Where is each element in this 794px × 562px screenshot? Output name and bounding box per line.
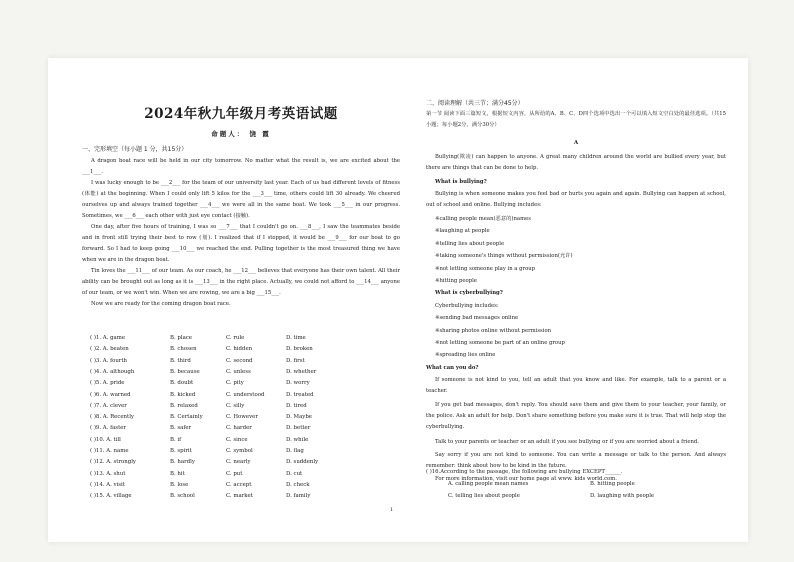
cloze-option-12-d: D. suddenly [286, 459, 319, 466]
cloze-option-5-d: D. worry [286, 380, 310, 387]
cloze-option-9-b: B. safer [170, 425, 192, 432]
cloze-option-11-c: C. symbol [226, 448, 253, 454]
reading-line-16: What can you do? [426, 364, 479, 371]
reading-line-13: ※sharing photos online without permission [435, 327, 552, 334]
reading-line-1: Bullying(欺凌) can happen to anyone. A great many children around the world are bullied every year, but there are things that can be done to help. [426, 154, 726, 171]
cloze-option-9-d: D. better [286, 425, 311, 432]
cloze-option-3-b: B. third [170, 357, 191, 364]
cloze-option-4-n: ( )4. A. although [90, 368, 135, 375]
cloze-option-2-b: B. chosen [170, 346, 197, 353]
cloze-option-13-b: B. hit [170, 470, 185, 477]
cloze-option-8-b: B. Certainly [170, 414, 203, 421]
exam-title: 2024年秋九年级月考英语试题 [144, 106, 338, 122]
cloze-option-2-c: C. hidden [226, 346, 253, 353]
reading-line-11: Cyberbullying includes: [435, 302, 499, 309]
cloze-option-1-d: D. time [286, 335, 306, 341]
reading-line-5: ※laughing at people [435, 228, 490, 235]
cloze-option-6-b: B. kicked [170, 391, 196, 398]
cloze-option-14-d: D. check [286, 481, 310, 488]
cloze-option-10-n: ( )10. A. till [90, 436, 121, 443]
cloze-option-1-n: ( )1. A. game [90, 335, 126, 341]
question-16-option-b: B. hitting people [590, 481, 635, 487]
cloze-option-14-n: ( )14. A. visit [90, 481, 125, 488]
author-line: 命题人： 饶 霞 [211, 130, 271, 138]
cloze-option-10-c: C. since [226, 436, 248, 443]
cloze-option-7-c: C. silly [226, 402, 245, 409]
question-16: ( )16.According to the passage, the following are bullying EXCEPT______. [426, 469, 623, 475]
cloze-paragraph-2: I was lucky enough to be ___2___ for the team of our university last year. Each of us had different levels of fitness (体能) at the beginning. When I could only lift 5 kilos for the ___3___ time, others could lift 30 already. We cheered ourselves up and always trained together ___4___ we were all in the same boat. We took ___5___ in our progress. Sometimes, we ___6___ each other with just eye contact (接触). [82, 180, 400, 219]
cloze-option-4-c: C. unless [226, 368, 251, 375]
question-16-option-d: D. laughing with people [590, 493, 655, 499]
cloze-option-5-b: B. doubt [170, 380, 194, 387]
cloze-option-14-c: C. accept [226, 481, 252, 488]
cloze-option-2-d: D. broken [286, 346, 313, 353]
cloze-option-4-b: B. because [170, 368, 200, 375]
reading-heading: 二、阅读理解（共三节；满分45分） [426, 100, 524, 107]
reading-line-21: For more information, visit our home page at www. kids world.com. [435, 476, 617, 483]
cloze-option-15-n: ( )15. A. village [90, 493, 132, 500]
cloze-option-3-c: C. second [226, 357, 253, 364]
reading-line-18: If you get bad messages, don't reply. You should save them and give them to your teacher, your family, or the police. Ask an adult for help. Don't share something before you make sure it is true. That will help stop the cyberbullying. [426, 402, 726, 430]
cloze-option-2-n: ( )2. A. beaten [90, 346, 129, 353]
cloze-option-5-c: C. pity [226, 380, 244, 387]
cloze-option-13-n: ( )13. A. shut [90, 470, 126, 477]
cloze-option-6-d: D. treated [286, 391, 314, 398]
reading-line-2: What is bullying? [435, 178, 487, 185]
cloze-option-12-n: ( )12. A. strongly [90, 459, 136, 466]
cloze-option-11-b: B. spirit [170, 448, 192, 454]
page-number: 1 [390, 507, 394, 513]
cloze-option-15-d: D. family [286, 493, 311, 500]
cloze-option-11-n: ( )11. A. name [90, 448, 129, 454]
cloze-option-1-b: B. place [170, 335, 192, 341]
cloze-option-10-d: D. while [286, 436, 309, 443]
reading-line-4: ※calling people mean(恶意的)names [435, 216, 531, 222]
cloze-option-8-c: C. However [226, 414, 258, 421]
cloze-passage [82, 156, 400, 310]
cloze-heading: 一、完形填空（每小题 1 分，共15分） [82, 146, 188, 153]
exam-sheet [48, 58, 748, 542]
cloze-option-8-n: ( )8. A. Recently [90, 414, 134, 421]
cloze-option-13-d: D. cut [286, 470, 303, 477]
cloze-option-4-d: D. whether [286, 368, 317, 375]
cloze-option-3-n: ( )3. A. fourth [90, 357, 128, 364]
reading-intro: 第一节 阅读下面三篇短文，根据短文内容，从所给的A、B、C、D四个选项中选出一个可以填入短文空白处的最佳选项。（共15小题；每小题2分，满分30分） [426, 111, 726, 128]
cloze-option-3-d: D. first [286, 357, 305, 364]
cloze-paragraph-3: One day, after five hours of training, I was so ___7___ that I couldn't go on. ___8___, I saw the teammates beside and in front still trying their best to row (划). I realized that if I stopped, it would be ___9___ for our boat to go forward. So I had to keep going ___10___ we reached the end. Pulling together is the most treasured thing we have when we are in the dragon boat. [82, 224, 400, 263]
reading-line-6: ※telling lies about people [435, 240, 505, 247]
cloze-option-11-d: D. flag [286, 448, 304, 454]
reading-line-7: ※taking someone's things without permission(允许) [435, 253, 573, 260]
cloze-paragraph-4: Tin loves the ___11___ of our team. As our coach, he ___12___ believes that everyone has their own talent. All their ability can be brought out as long as it is ___13___ in the right place. Actually, we could not afford to ___14___ anyone of our team, or we won't win. When we are rowing, we are a big ___15___. [82, 268, 400, 296]
cloze-option-6-n: ( )6. A. warned [90, 391, 131, 398]
reading-line-12: ※sending bad messages online [435, 315, 519, 322]
cloze-option-5-n: ( )5. A. pride [90, 380, 125, 387]
cloze-option-10-b: B. if [170, 436, 182, 443]
cloze-option-15-c: C. market [226, 493, 253, 500]
cloze-option-9-n: ( )9. A. faster [90, 425, 127, 432]
reading-line-20: Say sorry if you are not kind to someone. You can write a message or talk to the person. And always remember: think about how to be kind in the future. [426, 451, 726, 469]
cloze-option-13-c: C. put [226, 470, 243, 477]
cloze-option-6-c: C. understood [226, 391, 265, 398]
reading-line-9: ※hitting people [435, 278, 477, 284]
reading-line-10: What is cyberbullying? [435, 290, 503, 297]
reading-line-15: ※spreading lies online [435, 352, 496, 359]
question-16-option-c: C. telling lies about people [448, 493, 520, 499]
cloze-option-9-c: C. harder [226, 425, 252, 432]
cloze-option-7-d: D. tired [286, 402, 307, 409]
reading-line-19: Talk to your parents or teacher or an adult if you see bullying or if you are worried about a friend. [435, 439, 699, 446]
cloze-option-12-c: C. nearly [226, 459, 251, 466]
cloze-option-7-n: ( )7. A. clever [90, 402, 127, 409]
cloze-option-8-d: D. Maybe [286, 414, 312, 421]
reading-line-14: ※not letting someone be part of an online group [435, 340, 565, 346]
reading-line-3: Bullying is when someone makes you feel bad or hurts you again and again. Bullying can happen at school, out of school and online. Bullying includes: [426, 191, 726, 209]
reading-line-8: ※not letting someone play in a group [435, 265, 536, 272]
cloze-option-12-b: B. hardly [170, 459, 195, 466]
cloze-option-7-b: B. relaxed [170, 402, 198, 409]
cloze-option-14-b: B. lose [170, 481, 189, 488]
cloze-paragraph-5: Now we are ready for the coming dragon boat race. [91, 301, 231, 307]
cloze-paragraph-1: A dragon boat race will be held in our city tomorrow. No matter what the result is, we are excited about the ___1___. [82, 158, 400, 175]
cloze-option-15-b: B. school [170, 493, 195, 500]
cloze-option-1-c: C. rule [226, 335, 245, 341]
passage-label: A [573, 140, 579, 146]
reading-line-17: If someone is not kind to you, tell an adult that you know and like. For example, talk to a parent or a teacher. [426, 377, 726, 395]
question-16-option-a: A. calling people mean names [448, 481, 529, 487]
